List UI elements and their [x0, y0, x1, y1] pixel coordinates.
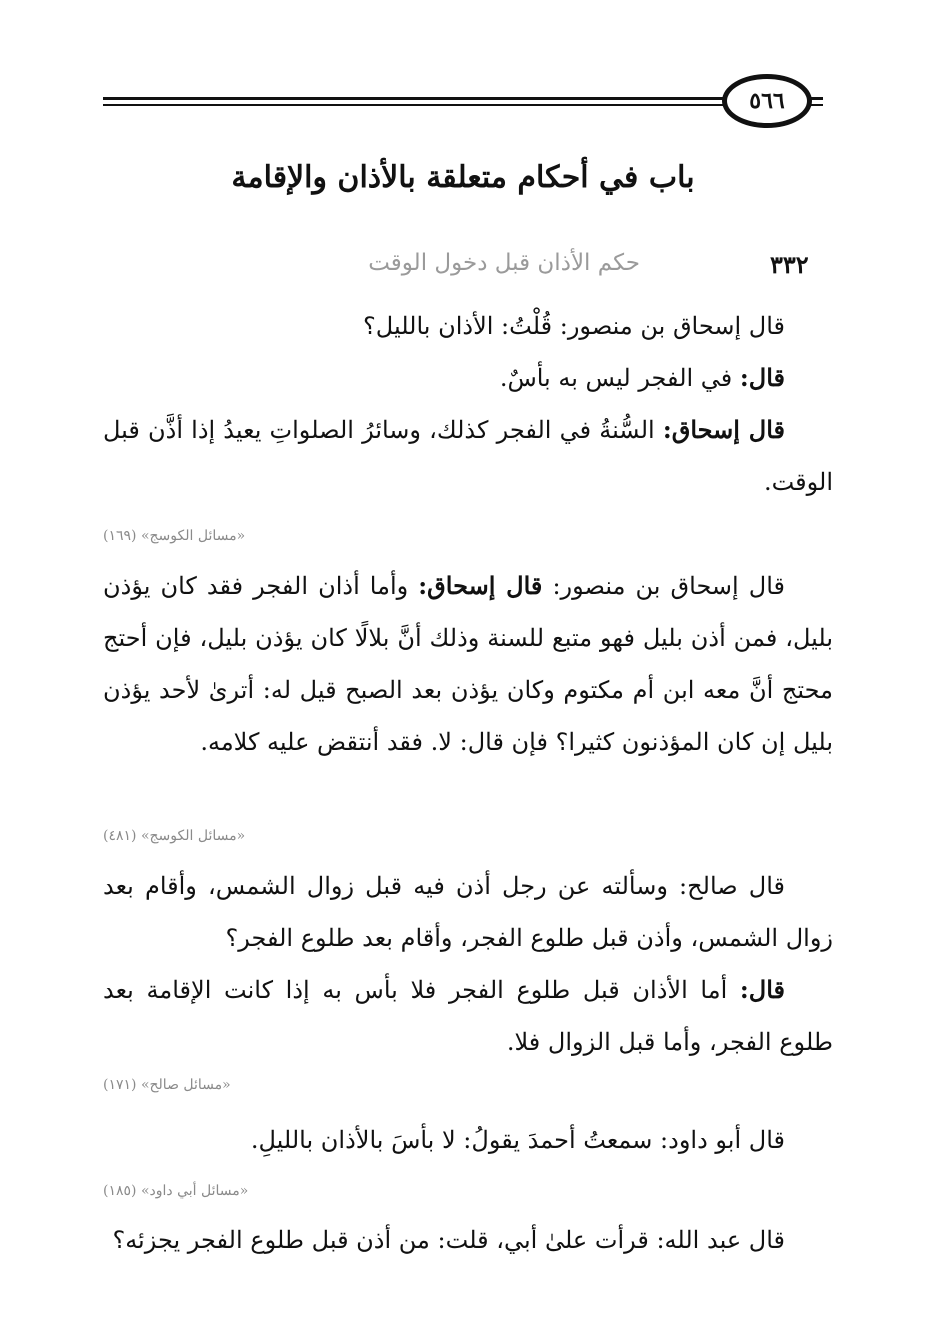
section-title: حكم الأذان قبل دخول الوقت — [368, 250, 640, 276]
paragraph-5: قال صالح: وسألته عن رجل أذن فيه قبل زوال الشمس، وأقام بعد زوال الشمس، وأذن قبل طلوع الفجر، وأقام بعد طلوع الفجر؟ — [103, 872, 833, 952]
speaker-label: قال إسحاق: — [418, 571, 543, 600]
paragraph-4 — [103, 560, 833, 768]
paragraph-2 — [103, 352, 833, 404]
source-citation: «مسائل أبي داود» (١٨٥) — [103, 1183, 249, 1199]
speaker-label: قال إسحاق: — [662, 415, 785, 444]
section-number: ٣٣٢ — [770, 250, 809, 279]
source-citation: «مسائل صالح» (١٧١) — [103, 1077, 231, 1093]
paragraph-1: قال إسحاق بن منصور: قُلْتُ: الأذان بالليل؟ — [363, 312, 785, 340]
chapter-title: باب في أحكام متعلقة بالأذان والإقامة — [231, 160, 695, 195]
paragraph-text: أما الأذان قبل طلوع الفجر فلا بأس به إذا كانت الإقامة بعد طلوع الفجر، وأما قبل الزوال فلا. — [103, 976, 833, 1056]
page-number-badge — [722, 74, 812, 128]
source-citation: «مسائل الكوسج» (٤٨١) — [103, 828, 246, 844]
paragraph-7: قال أبو داود: سمعتُ أحمدَ يقولُ: لا بأسَ بالأذان بالليلِ. — [250, 1126, 785, 1154]
paragraph-6 — [103, 964, 833, 1068]
paragraph-text: وأما أذان الفجر فقد كان يؤذن بليل، فمن أذن بليل فهو متبع للسنة وذلك أنَّ بلالًا كان يؤذن بليل، فإن أحتج محتج أنَّ معه ابن أم مكتوم وكان يؤذن بعد الصبح قيل له: أترىٰ لأحد يؤذن بليل إن كان المؤذنون كثيرا؟ فإن قال: لا. فقد أنتقض عليه كلامه. — [103, 572, 833, 756]
speaker-label: قال: — [739, 975, 785, 1004]
speaker-label: قال: — [739, 363, 785, 392]
paragraph-8: قال عبد الله: قرأت علىٰ أبي، قلت: من أذن قبل طلوع الفجر يجزئه؟ — [112, 1226, 785, 1254]
page-number: ٥٦٦ — [749, 88, 785, 114]
paragraph-text: في الفجر ليس به بأسٌ. — [499, 364, 740, 392]
paragraph-text: السُّنةُ في الفجر كذلك، وسائرُ الصلواتِ يعيدُ إذا أذَّن قبل الوقت. — [103, 416, 833, 496]
header-rule — [103, 97, 823, 100]
paragraph-3 — [103, 404, 833, 508]
source-citation: «مسائل الكوسج» (١٦٩) — [103, 528, 246, 544]
header-rule-thin — [103, 104, 823, 106]
paragraph-text: قال إسحاق بن منصور: — [542, 572, 785, 600]
